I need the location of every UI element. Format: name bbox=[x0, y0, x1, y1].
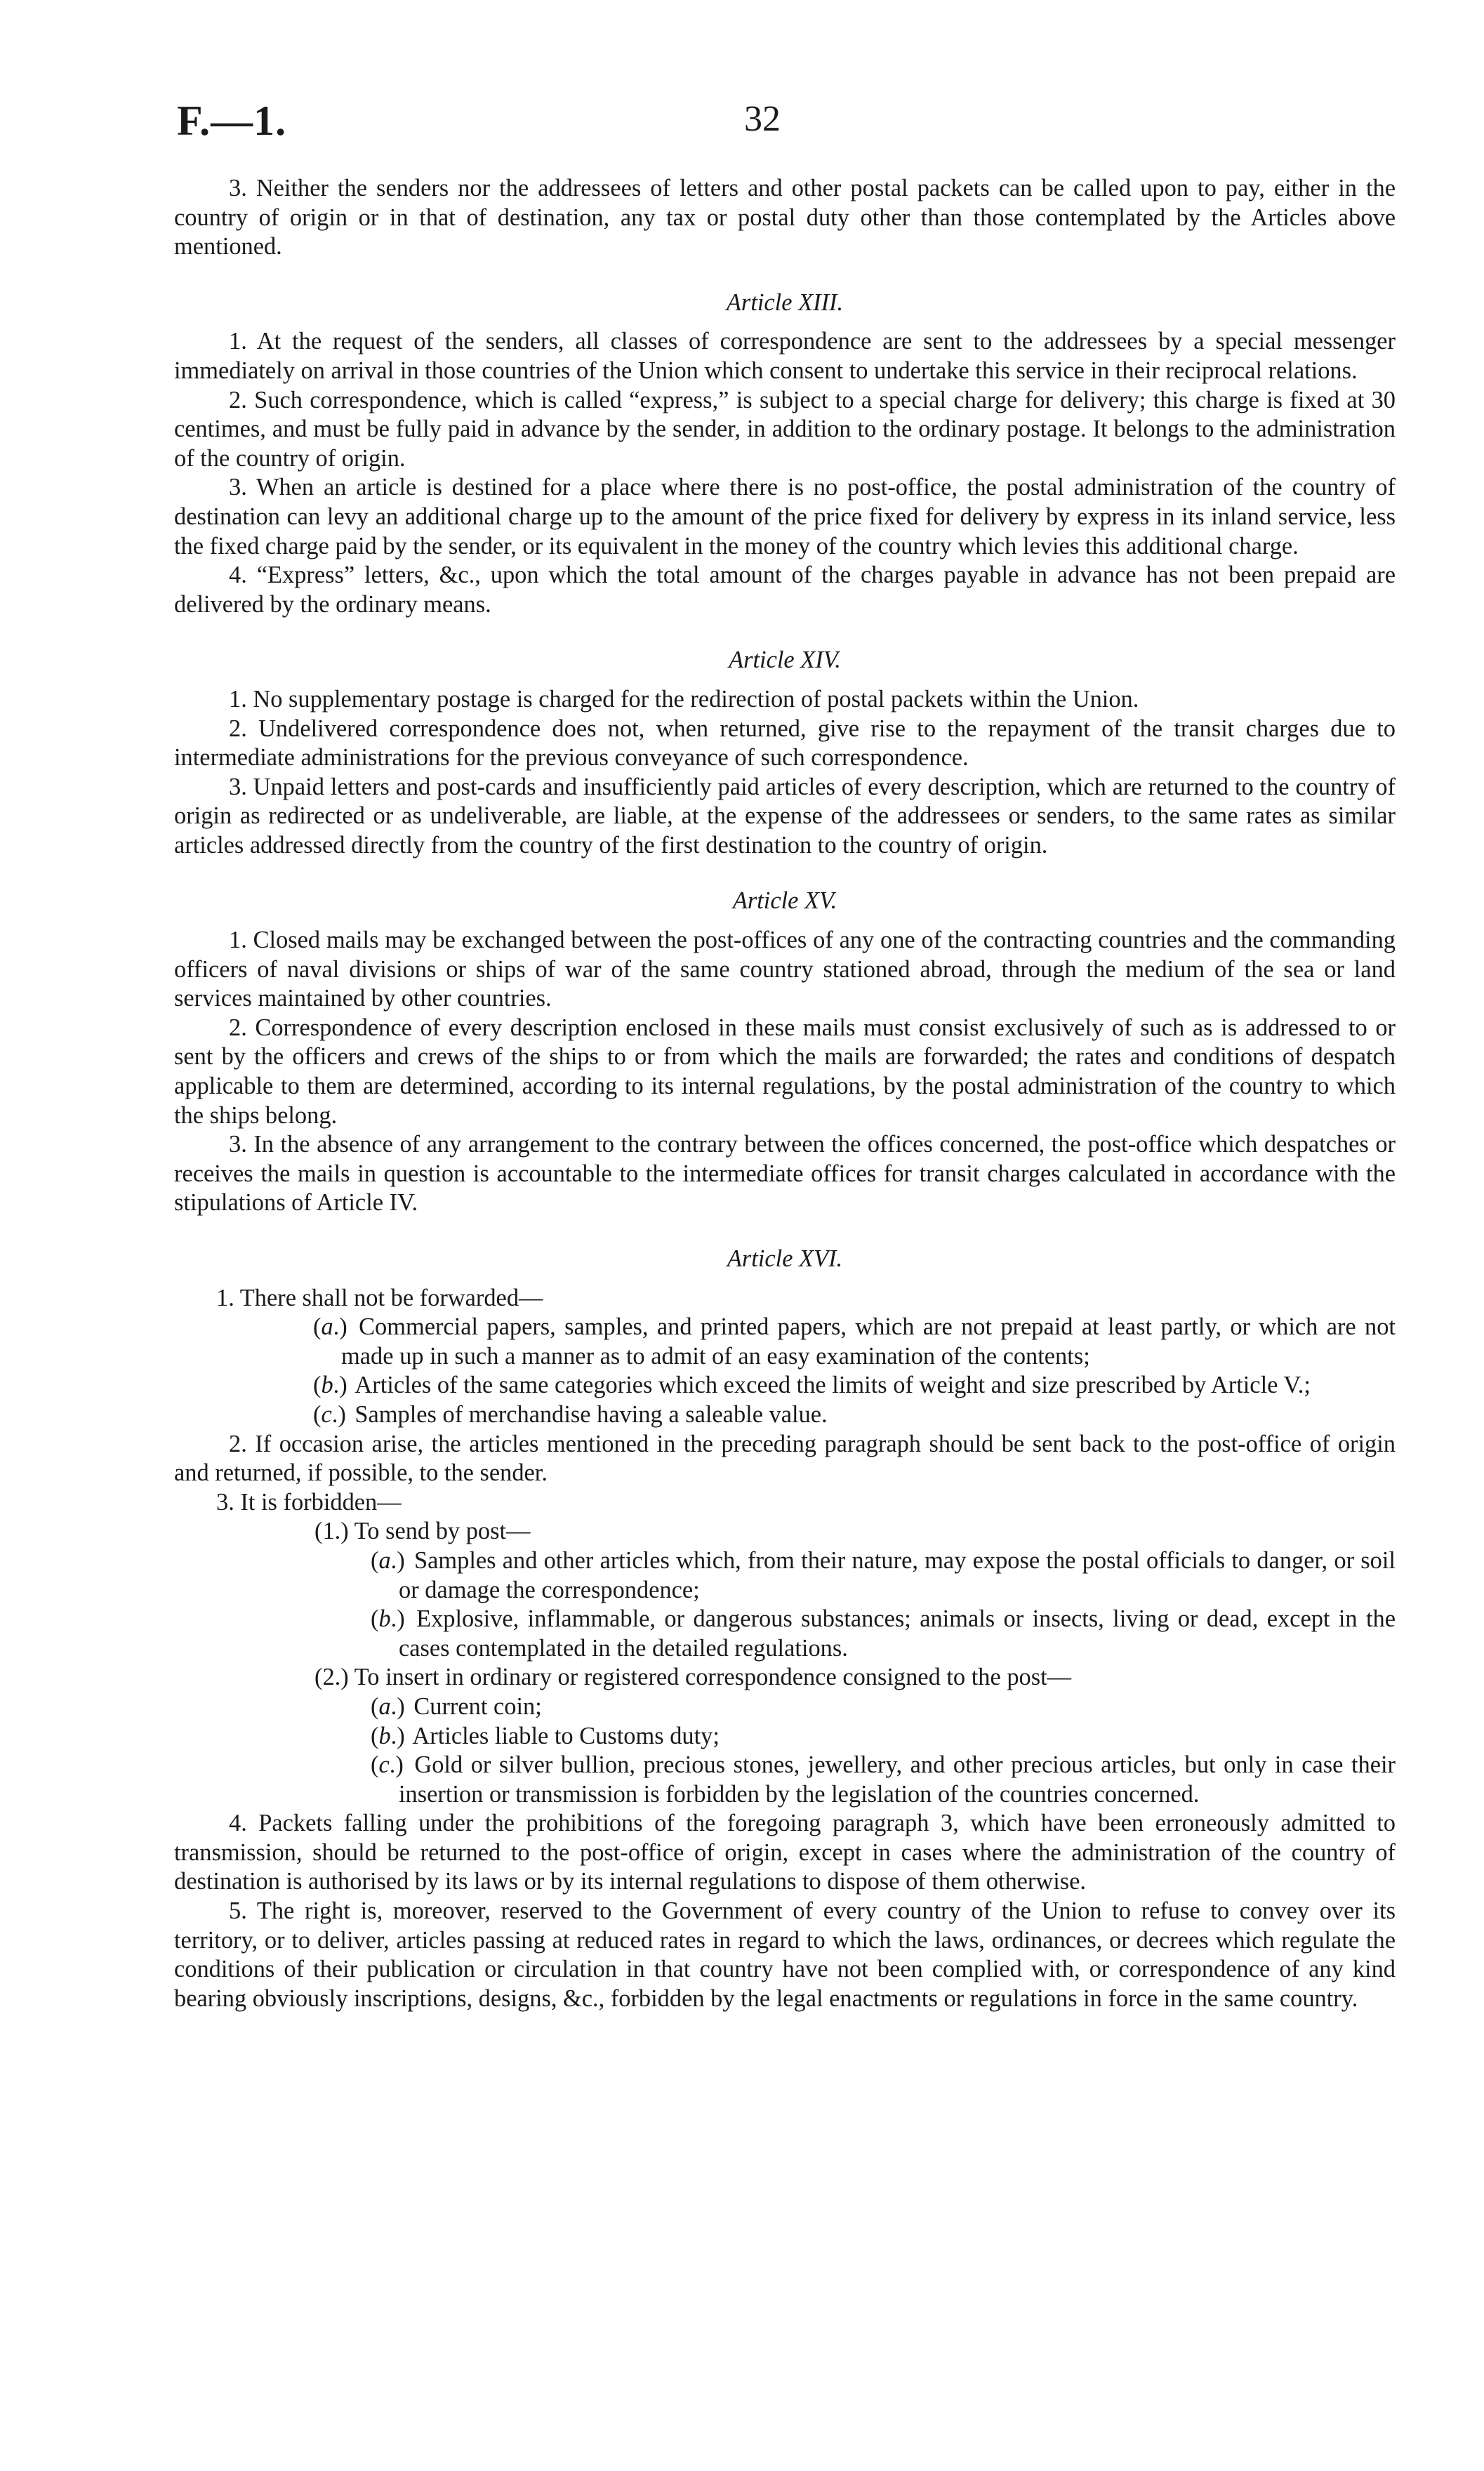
sub-item-label: (b.) bbox=[313, 1372, 347, 1399]
paragraph: 3. In the absence of any arrangement to the contrary between the offices concerned, the post-office which despatches or receives the mails in question is accountable to the intermediate offices for transit charges calculated in accordance with the stipulations of Article IV. bbox=[174, 1131, 1396, 1217]
list-item: 1. There shall not be forwarded— bbox=[216, 1284, 543, 1311]
paragraph: 3. Neither the senders nor the addressees of letters and other postal packets can be called upon to pay, either in the country of origin or in that of destination, any tax or postal duty other than those contemplated by the Articles above mentioned. bbox=[174, 175, 1396, 260]
article-heading: Article XVI. bbox=[727, 1245, 843, 1272]
sub-item bbox=[174, 1692, 1396, 1722]
paragraph: 3. When an article is destined for a place where there is no post-office, the postal administration of the country of destination can levy an additional charge up to the amount of the price fixed for delivery by express in its inland service, less the fixed charge paid by the sender, or its equivalent in the money of the country which levies this additional charge. bbox=[174, 474, 1396, 559]
sub-item-text: Current coin; bbox=[413, 1692, 542, 1720]
sub-item-text: Articles liable to Customs duty; bbox=[412, 1722, 720, 1749]
paragraph: 2. Undelivered correspondence does not, when returned, give rise to the repayment of the transit charges due to intermediate administrations for the previous conveyance of such correspondence. bbox=[174, 715, 1396, 771]
sub-item bbox=[174, 1722, 1396, 1751]
sub-item bbox=[174, 1751, 1396, 1809]
paragraph: 1. No supplementary postage is charged for the redirection of postal packets within the Union. bbox=[229, 685, 1139, 713]
sub-item-text: Commercial papers, samples, and printed papers, which are not prepaid at least partly, or which are not made up in such a manner as to admit of an easy examination of the contents; bbox=[341, 1313, 1396, 1370]
sub-item bbox=[174, 1546, 1396, 1605]
paragraph: 5. The right is, moreover, reserved to the Government of every country of the Union to refuse to convey over its territory, or to deliver, articles passing at reduced rates in regard to which the laws, ordinances, or decrees which regulate the conditions of their publication or circulation in that country have not been complied with, or correspondence of any kind bearing obviously inscriptions, designs, &c., forbidden by the legal enactments or regulations in force in the same country. bbox=[174, 1897, 1396, 2012]
list-item: 3. It is forbidden— bbox=[216, 1488, 402, 1516]
paragraph: 4. Packets falling under the prohibitions of the foregoing paragraph 3, which have been erroneously admitted to transmission, should be returned to the post-office of origin, except in cases where the administration of the country of destination is authorised by its laws or by its internal regulations to dispose of them otherwise. bbox=[174, 1810, 1396, 1895]
paragraph: 2. If occasion arise, the articles mentioned in the preceding paragraph should be sent back to the post-office of origin and returned, if possible, to the sender. bbox=[174, 1430, 1396, 1487]
sub-item bbox=[174, 1371, 1396, 1400]
list-item: (2.) To insert in ordinary or registered correspondence consigned to the post— bbox=[314, 1664, 1072, 1691]
sub-item-label: (a.) bbox=[371, 1546, 405, 1574]
list-item: (1.) To send by post— bbox=[314, 1518, 531, 1545]
page-number: 32 bbox=[744, 99, 781, 139]
sub-item-label: (a.) bbox=[313, 1313, 347, 1341]
sub-item-label: (c.) bbox=[371, 1751, 404, 1779]
sub-item bbox=[174, 1313, 1396, 1371]
sub-item-label: (b.) bbox=[371, 1605, 405, 1633]
sub-item-text: Samples of merchandise having a saleable value. bbox=[355, 1400, 828, 1428]
page-header bbox=[177, 97, 1398, 153]
sub-item bbox=[174, 1605, 1396, 1663]
article-heading: Article XIV. bbox=[729, 647, 841, 674]
paragraph: 1. At the request of the senders, all classes of correspondence are sent to the addressees by a special messenger immediately on arrival in those countries of the Union which consent to undertake this service in their reciprocal relations. bbox=[174, 328, 1396, 384]
sub-item-text: Explosive, inflammable, or dangerous substances; animals or insects, living or dead, except in the cases contemplated in the detailed regulations. bbox=[399, 1605, 1396, 1662]
article-heading: Article XV. bbox=[732, 887, 837, 915]
paragraph: 4. “Express” letters, &c., upon which the total amount of the charges payable in advance has not been prepaid are delivered by the ordinary means. bbox=[174, 562, 1396, 618]
paragraph: 2. Correspondence of every description enclosed in these mails must consist exclusively of such as is addressed to or sent by the officers and crews of the ships to or from which the mails are forwarded; the rates and conditions of despatch applicable to them are determined, according to its internal regulations, by the postal administration of the country to which the ships belong. bbox=[174, 1014, 1396, 1129]
article-heading: Article XIII. bbox=[726, 289, 844, 316]
paragraph: 2. Such correspondence, which is called “express,” is subject to a special charge for delivery; this charge is fixed at 30 centimes, and must be fully paid in advance by the sender, in addition to the ordinary postage. It belongs to the administration of the country of origin. bbox=[174, 386, 1396, 472]
paragraph: 3. Unpaid letters and post-cards and insufficiently paid articles of every description, which are returned to the country of origin as redirected or as undeliverable, are liable, at the expense of the addressees or senders, to the same rates as similar articles addressed directly from the country of the first destination to the country of origin. bbox=[174, 773, 1396, 859]
sub-item-text: Gold or silver bullion, precious stones, jewellery, and other precious articles, but only in case their insertion or transmission is forbidden by the legislation of the countries concerned. bbox=[399, 1751, 1396, 1808]
sub-item bbox=[174, 1400, 1396, 1430]
sub-item-label: (a.) bbox=[371, 1692, 405, 1720]
document-body bbox=[174, 174, 1396, 2013]
sub-item-label: (b.) bbox=[371, 1722, 405, 1749]
sub-item-text: Samples and other articles which, from their nature, may expose the postal officials to danger, or soil or damage the correspondence; bbox=[399, 1546, 1396, 1603]
sub-item-label: (c.) bbox=[313, 1400, 346, 1428]
document-reference: F.—1. bbox=[177, 98, 287, 144]
paragraph: 1. Closed mails may be exchanged between the post-offices of any one of the contracting countries and the commanding officers of naval divisions or ships of war of the same country stationed abroad, through the medium of the sea or land services maintained by other countries. bbox=[174, 927, 1396, 1012]
sub-item-text: Articles of the same categories which exceed the limits of weight and size prescribed by Article V.; bbox=[355, 1372, 1311, 1399]
